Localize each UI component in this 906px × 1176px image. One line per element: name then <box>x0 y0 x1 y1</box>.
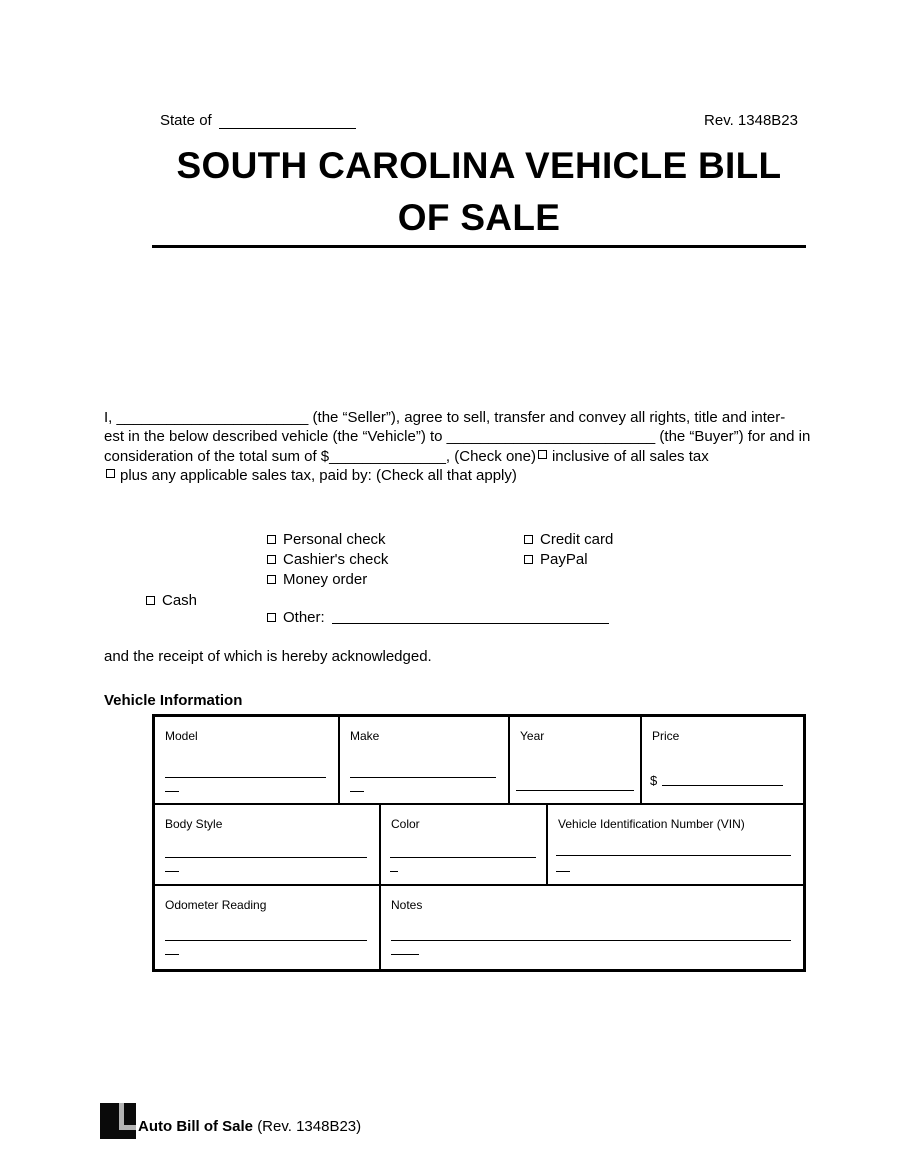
color-blank-wrap <box>390 871 398 872</box>
model-blank-wrap <box>165 791 179 792</box>
intro-line-3-text: consideration of the total sum of $______________, (Check one) <box>104 447 536 465</box>
state-of-label: State of <box>160 112 212 129</box>
notes-cell <box>381 886 803 969</box>
checkbox-icon-other[interactable] <box>267 613 276 622</box>
color-blank-field[interactable] <box>390 857 536 858</box>
payment-option-other <box>267 609 609 626</box>
title-divider <box>152 245 806 248</box>
intro-line-3 <box>104 447 810 466</box>
table-row <box>155 717 803 805</box>
intro-line-2: est in the below described vehicle (the “Vehicle”) to _________________________ (the “Buyer”) for and in <box>104 428 811 446</box>
vehicle-information-table <box>152 714 806 972</box>
payment-option-cashiers-check <box>267 551 388 568</box>
checkbox-icon-money-order[interactable] <box>267 575 276 584</box>
checkbox-icon-cashiers-check[interactable] <box>267 555 276 564</box>
model-label: Model <box>165 729 198 743</box>
vin-blank-wrap <box>556 871 570 872</box>
option-inclusive-sales-tax: inclusive of all sales tax <box>551 447 709 465</box>
table-row <box>155 886 803 969</box>
odometer-blank-field[interactable] <box>165 940 367 941</box>
year-cell <box>510 717 642 803</box>
payment-label-other: Other: <box>283 609 325 626</box>
document-title-line2: OF SALE <box>397 197 561 238</box>
make-blank-field[interactable] <box>350 777 496 778</box>
revision-number: Rev. 1348B23 <box>704 112 798 129</box>
payment-option-money-order <box>267 571 367 588</box>
color-cell <box>381 805 548 884</box>
year-label: Year <box>520 729 545 743</box>
make-blank-wrap <box>350 791 364 792</box>
document-title-line1: SOUTH CAROLINA VEHICLE BILL <box>176 145 782 186</box>
price-cell <box>642 717 803 803</box>
price-blank-field[interactable] <box>662 785 783 786</box>
payment-option-cash <box>146 592 197 609</box>
year-blank-field[interactable] <box>516 790 634 791</box>
vin-label: Vehicle Identification Number (VIN) <box>558 817 745 831</box>
payment-option-personal-check <box>267 531 386 548</box>
document-title <box>152 140 806 244</box>
body-style-blank-field[interactable] <box>165 857 367 858</box>
vin-cell <box>548 805 803 884</box>
color-label: Color <box>391 817 420 831</box>
odometer-cell <box>155 886 381 969</box>
notes-blank-wrap <box>391 954 419 955</box>
vehicle-information-heading: Vehicle Information <box>104 692 243 709</box>
other-blank-field[interactable] <box>332 609 609 624</box>
option-plus-sales-tax: plus any applicable sales tax, paid by: (Check all that apply) <box>120 466 517 484</box>
payment-option-paypal <box>524 551 588 568</box>
body-style-blank-wrap <box>165 871 179 872</box>
vin-blank-field[interactable] <box>556 855 791 856</box>
footer-text <box>138 1118 361 1135</box>
odometer-blank-wrap <box>165 954 179 955</box>
odometer-label: Odometer Reading <box>165 898 267 912</box>
state-of-row <box>160 112 356 129</box>
checkbox-icon-credit-card[interactable] <box>524 535 533 544</box>
brand-logo-icon <box>100 1103 136 1139</box>
body-style-label: Body Style <box>165 817 223 831</box>
model-blank-field[interactable] <box>165 777 326 778</box>
make-cell <box>340 717 510 803</box>
footer-revision: (Rev. 1348B23) <box>257 1118 362 1135</box>
footer <box>100 1103 361 1139</box>
checkbox-icon-inclusive-sales-tax[interactable] <box>538 450 547 459</box>
model-cell <box>155 717 340 803</box>
notes-label: Notes <box>391 898 423 912</box>
intro-paragraph <box>104 408 810 485</box>
checkbox-icon-plus-sales-tax[interactable] <box>106 469 115 478</box>
checkbox-icon-paypal[interactable] <box>524 555 533 564</box>
notes-blank-field[interactable] <box>391 940 791 941</box>
price-currency-symbol: $ <box>650 773 658 788</box>
make-label: Make <box>350 729 380 743</box>
payment-label-personal-check: Personal check <box>283 531 386 548</box>
price-label: Price <box>652 729 680 743</box>
payment-label-cash: Cash <box>162 592 198 609</box>
payment-option-credit-card <box>524 531 613 548</box>
checkbox-icon-personal-check[interactable] <box>267 535 276 544</box>
intro-line-4 <box>104 466 810 485</box>
payment-label-paypal: PayPal <box>540 551 588 568</box>
checkbox-icon-cash[interactable] <box>146 596 155 605</box>
receipt-acknowledgment: and the receipt of which is hereby acknowledged. <box>104 648 432 665</box>
payment-label-cashiers-check: Cashier's check <box>283 551 389 568</box>
payment-label-credit-card: Credit card <box>540 531 614 548</box>
payment-label-money-order: Money order <box>283 571 368 588</box>
body-style-cell <box>155 805 381 884</box>
intro-line-1: I, _______________________ (the “Seller”), agree to sell, transfer and convey all rights, title and inter- <box>104 409 786 426</box>
table-row <box>155 805 803 886</box>
state-blank-field[interactable] <box>219 114 356 129</box>
footer-brand: Auto Bill of Sale <box>138 1118 254 1135</box>
